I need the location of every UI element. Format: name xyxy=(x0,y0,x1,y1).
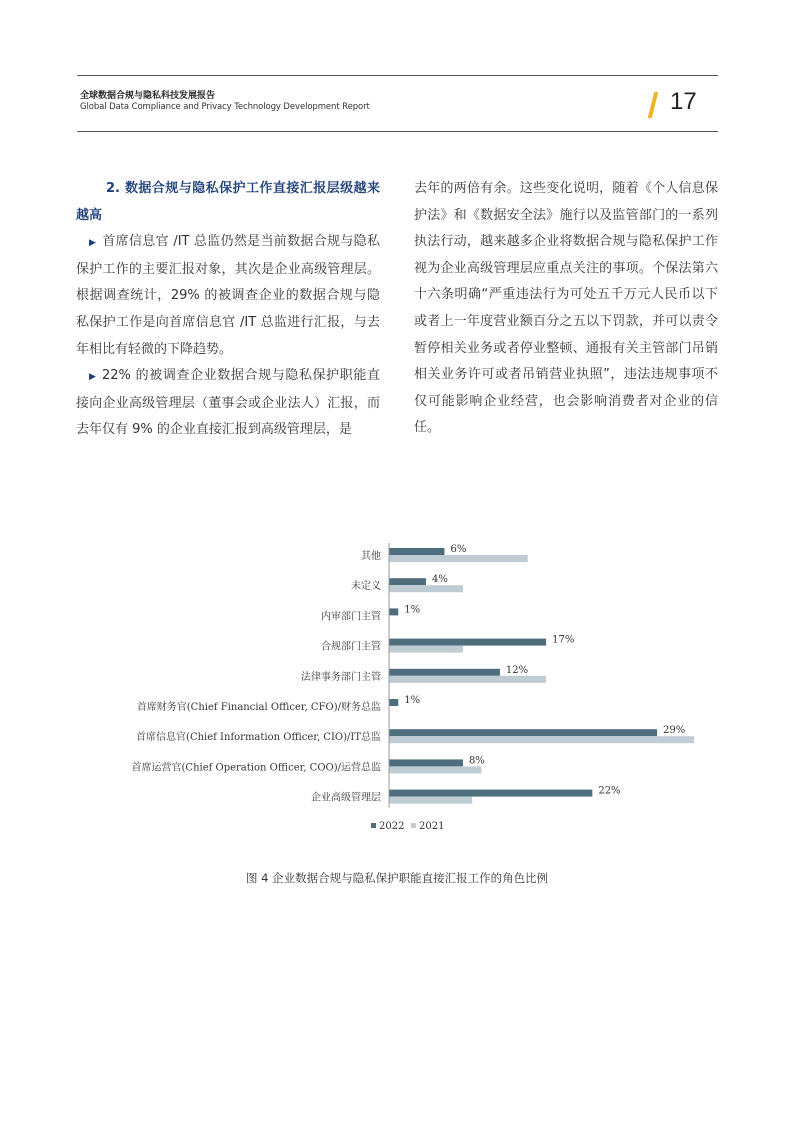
data-label: 1% xyxy=(404,695,421,706)
bar-2021 xyxy=(389,555,528,562)
bullet-paragraph-2 xyxy=(76,363,380,444)
section-heading: 2. 数据合规与隐私保护工作直接汇报层级越来越高 xyxy=(76,181,380,223)
category-label: 其他 xyxy=(361,551,381,562)
legend-label-2022: 2022 xyxy=(379,821,405,832)
bar-2022 xyxy=(389,729,657,736)
report-subtitle: Global Data Compliance and Privacy Technology Development Report xyxy=(80,102,370,112)
bar-2022 xyxy=(389,548,444,555)
category-label: 未定义 xyxy=(351,581,381,593)
category-label: 首席运营官(Chief Operation Officer, COO)/运营总监 xyxy=(131,762,381,774)
right-column xyxy=(414,176,718,442)
bullet-arrow-icon: ▶ xyxy=(89,372,96,383)
category-label: 首席信息官(Chief Information Officer, CIO)/IT总监 xyxy=(136,732,381,744)
category-label: 合规部门主管 xyxy=(321,641,381,653)
legend-label-2021: 2021 xyxy=(419,821,445,832)
bar-2022 xyxy=(389,639,546,646)
bar-2021 xyxy=(389,736,694,743)
data-label: 8% xyxy=(468,755,485,767)
category-label: 首席财务官(Chief Financial Officer, CFO)/财务总监 xyxy=(136,702,381,713)
left-column xyxy=(76,176,380,444)
bullet-paragraph-2-text: 22% 的被调查企业数据合规与隐私保护职能直接向企业高级管理层（董事会或企业法人）汇报，而去年仅有 9% 的企业直接汇报到高级管理层，是 xyxy=(76,368,380,438)
bar-2022 xyxy=(389,759,463,766)
bar-2021 xyxy=(389,646,463,653)
bullet-paragraph-1 xyxy=(76,229,380,363)
bullet-paragraph-1-text: 首席信息官 /IT 总监仍然是当前数据合规与隐私保护工作的主要汇报对象，其次是企业高级管理层。根据调查统计，29% 的被调查企业的数据合规与隐私保护工作是向首席信息官 /IT 总监进行汇报，与去年相比有轻微的下降趋势。 xyxy=(76,234,380,357)
data-label: 6% xyxy=(450,544,467,555)
bullet-arrow-icon: ▶ xyxy=(89,238,96,249)
header-top-rule xyxy=(77,75,718,76)
data-label: 22% xyxy=(598,785,621,797)
bar-2022 xyxy=(389,699,398,706)
category-label: 企业高级管理层 xyxy=(311,792,381,804)
bar-2022 xyxy=(389,790,592,797)
bar-2022 xyxy=(389,608,398,615)
page-number: 17 xyxy=(670,88,697,115)
category-label: 法律事务部门主管 xyxy=(301,671,381,683)
data-label: 17% xyxy=(552,634,575,646)
bar-2021 xyxy=(389,766,481,773)
data-label: 1% xyxy=(404,604,421,616)
bar-2021 xyxy=(389,797,472,804)
data-label: 4% xyxy=(431,574,448,586)
bar-2021 xyxy=(389,585,463,592)
continuation-paragraph: 去年的两倍有余。这些变化说明，随着《个人信息保护法》和《数据安全法》施行以及监管部门的一系列执法行动，越来越多企业将数据合规与隐私保护工作视为企业高级管理层应重点关注的事项。个保法第六十六条明确“严重违法行为可处五千万元人民币以下或者上一年度营业额百分之五以下罚款，并可以责令暂停相关业务或者停业整顿、通报有关主管部门吊销相关业务许可或者吊销营业执照”，违法违规事项不仅可能影响企业经营，也会影响消费者对企业的信任。 xyxy=(414,181,718,436)
header-bottom-rule xyxy=(77,131,718,132)
data-label: 29% xyxy=(663,725,686,737)
bar-2022 xyxy=(389,578,426,585)
figure-caption: 图 4 企业数据合规与隐私保护职能直接汇报工作的角色比例 xyxy=(245,871,549,885)
legend-swatch-2022 xyxy=(371,823,376,828)
bar-chart xyxy=(0,530,794,850)
header-accent-bar xyxy=(648,92,658,118)
bar-2022 xyxy=(389,669,500,676)
category-label: 内审部门主管 xyxy=(321,611,381,623)
report-title: 全球数据合规与隐私科技发展报告 xyxy=(80,91,216,101)
data-label: 12% xyxy=(505,664,529,676)
legend-swatch-2021 xyxy=(411,823,416,828)
bar-2021 xyxy=(389,676,546,683)
